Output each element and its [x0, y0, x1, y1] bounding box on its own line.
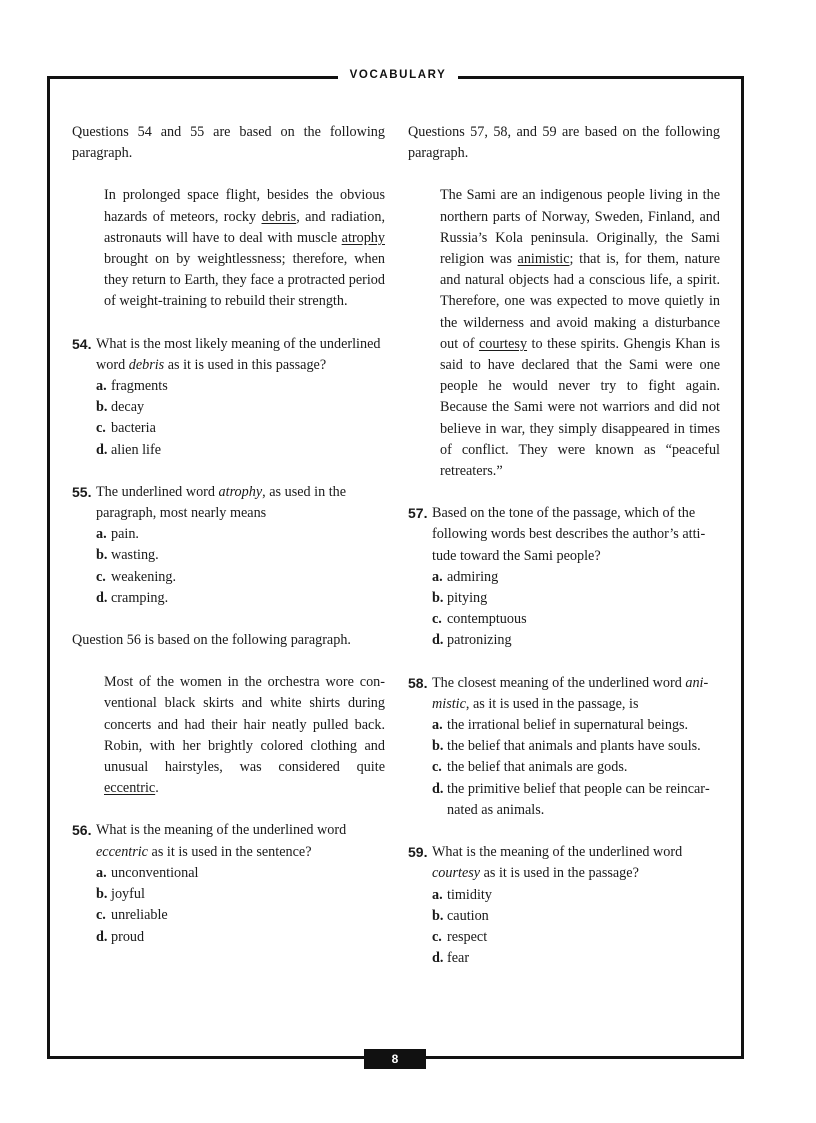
- answer-option[interactable]: b. joyful: [96, 886, 145, 903]
- answer-option[interactable]: b. decay: [96, 399, 145, 416]
- question-number: 59.: [408, 844, 428, 861]
- question-56: [72, 820, 385, 947]
- question-54: [72, 334, 385, 461]
- intro-question-56: Question 56 is based on the following paragraph.: [72, 632, 351, 649]
- passage-space-flight: In prolonged space flight, besides the obvious hazards of meteors, rocky debris, and radiation, astronauts will have to deal with muscle atrophy brought on by weightlessness; therefore, when they return to Earth, they face a protracted period of weight-training to rebuild their strength.: [104, 187, 385, 310]
- footer-rule-right: [426, 1056, 744, 1059]
- answer-option[interactable]: c. respect: [432, 928, 488, 945]
- passage-sami: The Sami are an indigenous people living in the northern parts of Norway, Sweden, Finland, and Russia’s Kola peninsula. Originally, the Sami religion was animistic; that is, for them, nature and natural objects had a conscious life, a spirit. Therefore, one was expected to move quietly in the wilderness and avoid making a disturbance out of courtesy to these spirits. Ghengis Khan is said to have declared that the Sami were one people he would never try to fight again. Because the Sami were not warriors and did not believe in war, they simply disappeared in times of conflict. They were known as “peaceful retreaters.”: [440, 187, 720, 480]
- answer-option[interactable]: b. caution: [432, 907, 489, 924]
- question-number: 57.: [408, 505, 428, 522]
- answer-option[interactable]: a. pain.: [96, 526, 139, 543]
- answer-option[interactable]: a. unconventional: [96, 864, 199, 881]
- question-text: What is the meaning of the underlined word eccentric as it is used in the sentence?: [96, 822, 347, 860]
- answer-option[interactable]: d. proud: [96, 928, 145, 945]
- answer-options: [432, 715, 720, 821]
- answer-option[interactable]: b. wasting.: [96, 547, 159, 564]
- question-text: What is the most likely meaning of the underlined word debris as it is used in this passage?: [96, 335, 381, 373]
- answer-option[interactable]: d. patronizing: [432, 632, 512, 649]
- answer-option[interactable]: b. the belief that animals and plants have souls.: [432, 738, 701, 755]
- answer-options: [96, 376, 385, 461]
- header-rule-right: [458, 76, 744, 79]
- intro-questions-57-59: Questions 57, 58, and 59 are based on the following paragraph.: [408, 124, 720, 162]
- answer-option[interactable]: a. fragments: [96, 378, 168, 395]
- answer-option[interactable]: a. admiring: [432, 568, 499, 585]
- answer-option[interactable]: d. alien life: [96, 441, 162, 458]
- answer-option[interactable]: d. cramping.: [96, 589, 169, 606]
- question-55: [72, 482, 385, 609]
- underlined-word-courtesy: courtesy: [478, 335, 528, 352]
- question-59: [408, 842, 720, 969]
- question-57: [408, 503, 720, 651]
- question-number: 58.: [408, 674, 428, 691]
- page-number: 8: [364, 1049, 426, 1069]
- question-number: 54.: [72, 335, 92, 352]
- underlined-word-eccentric: eccentric: [104, 780, 156, 797]
- answer-options: [432, 885, 720, 970]
- answer-option[interactable]: a. timidity: [432, 886, 492, 903]
- answer-option[interactable]: b. pitying: [432, 590, 488, 607]
- header-rule-left: [47, 76, 338, 79]
- answer-option[interactable]: c. weakening.: [96, 568, 177, 585]
- question-text: The closest meaning of the underlined word animistic, as it is used in the passage, is: [432, 674, 709, 712]
- question-number: 56.: [72, 822, 92, 839]
- answer-options: [96, 863, 385, 948]
- answer-options: [432, 567, 720, 652]
- underlined-word-atrophy: atrophy: [341, 229, 385, 246]
- answer-option[interactable]: c. unreliable: [96, 907, 168, 924]
- intro-questions-54-55: Questions 54 and 55 are based on the following paragraph.: [72, 124, 385, 162]
- answer-option[interactable]: c. bacteria: [96, 420, 156, 437]
- answer-options: [96, 524, 385, 609]
- question-number: 55.: [72, 483, 92, 500]
- question-text: The underlined word atrophy, as used in the paragraph, most nearly means: [96, 483, 347, 522]
- question-text: What is the meaning of the underlined word courtesy as it is used in the passage?: [432, 844, 683, 882]
- footer-rule-left: [47, 1056, 364, 1059]
- question-58: [408, 673, 720, 821]
- answer-option[interactable]: d. fear: [432, 950, 470, 967]
- answer-option[interactable]: a. the irrational belief in supernatural beings.: [432, 717, 689, 734]
- answer-option[interactable]: d. the primitive belief that people can be reincarnated as animals.: [432, 780, 710, 818]
- underlined-word-debris: debris: [261, 208, 297, 225]
- question-text: Based on the tone of the passage, which of the following words best describes the author’s attitude toward the Sami people?: [432, 505, 706, 564]
- left-column: [72, 122, 385, 969]
- passage-orchestra: Most of the women in the orchestra wore conventional black skirts and white shirts during concerts and had their hair neatly pulled back. Robin, with her brightly colored clothing and unusual hairstyles, was considered quite eccentric.: [104, 674, 385, 797]
- underlined-word-animistic: animistic: [517, 251, 570, 268]
- answer-option[interactable]: c. the belief that animals are gods.: [432, 759, 628, 776]
- answer-option[interactable]: c. contemptuous: [432, 611, 527, 628]
- section-header: VOCABULARY: [338, 69, 458, 81]
- right-column: [408, 122, 720, 990]
